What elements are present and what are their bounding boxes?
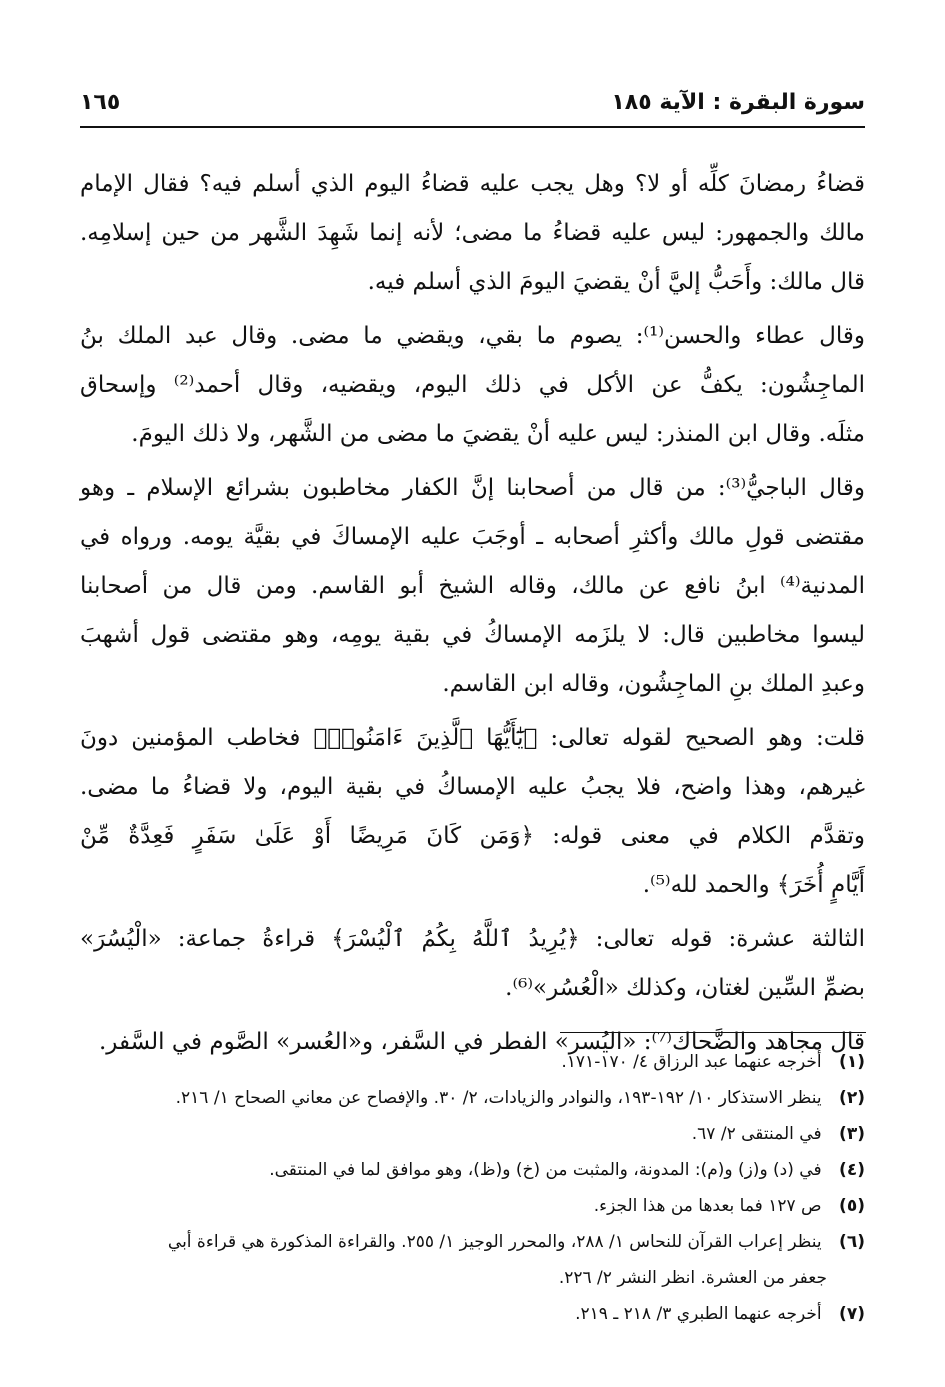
text-line: قلت: وهو الصحيح لقوله تعالى: ﴿يَٰٓأَيُّهَا ٱلَّذِينَ ءَامَنُوا۟﴾ فخاطب المؤمنين دونَ xyxy=(80,725,865,751)
footnote-text: أخرجه عنهما الطبري ٣/ ٢١٨ ـ ٢١٩. xyxy=(575,1304,822,1324)
text-line: وقال الباجيُّ⁽³⁾: من قال من أصحابنا إنَّ الكفار مخاطبون بشرائع الإسلام ـ وهو xyxy=(80,475,865,501)
text-line: قضاءُ رمضانَ كلِّه أو لا؟ وهل يجب عليه قضاءُ اليوم الذي أسلم فيه؟ فقال الإمام xyxy=(80,171,865,197)
text-line: مثلَه. وقال ابن المنذر: ليس عليه أنْ يقضيَ ما مضى من الشَّهر، ولا ذلك اليومَ. xyxy=(131,421,865,447)
text-line: مالك والجمهور: ليس عليه قضاءُ ما مضى؛ لأنه إنما شَهِدَ الشَّهر من حين إسلامِه. xyxy=(80,220,865,246)
footnote xyxy=(80,1044,865,1080)
footnote xyxy=(80,1080,865,1116)
text-line: المدنية⁽⁴⁾ ابنُ نافع عن مالك، وقاله الشيخ أبو القاسم. ومن قال من أصحابنا xyxy=(80,573,865,599)
footnote xyxy=(80,1296,865,1332)
header-title: سورة البقرة : الآية ١٨٥ xyxy=(611,89,865,115)
footnote xyxy=(80,1116,865,1152)
page-number: ١٦٥ xyxy=(80,89,121,115)
footnote-text: في المنتقى ٢/ ٦٧. xyxy=(691,1124,822,1144)
footnote-number: (٤) xyxy=(839,1160,865,1180)
footnote-text: ينظر إعراب القرآن للنحاس ١/ ٢٨٨، والمحرر الوجيز ١/ ٢٥٥. والقراءة المذكورة هي قراءة أبي xyxy=(167,1232,822,1252)
text-line: قال مجاهد والضَّحاك⁽⁷⁾: «اليُسر» الفطر في السَّفر، و«العُسر» الصَّوم في السَّفر. xyxy=(99,1029,865,1055)
footnote-text: أخرجه عنهما عبد الرزاق ٤/ ١٧٠-١٧١. xyxy=(561,1052,822,1072)
footnote-text: في (د) و(ز) و(م): المدونة، والمثبت من (خ) و(ظ)، وهو موافق لما في المنتقى. xyxy=(269,1160,822,1180)
footnote-number: (١) xyxy=(839,1052,865,1072)
footnote-text: ينظر الاستذكار ١٠/ ١٩٢-١٩٣، والنوادر والزيادات، ٢/ ٣٠. والإفصاح عن معاني الصحاح ١/ ٢١٦. xyxy=(175,1088,822,1108)
text-line: مقتضى قولِ مالك وأكثرِ أصحابه ـ أوجَبَ عليه الإمساكَ في بقيَّة يومه. ورواه في xyxy=(80,524,865,550)
text-line: الثالثة عشرة: قوله تعالى: ﴿يُرِيدُ ٱللَّهُ بِكُمُ ٱلْيُسْرَ﴾ قراءةُ جماعة: «الْيُسُرَ» xyxy=(80,926,865,952)
text-line: قال مالك: وأَحَبُّ إليَّ أنْ يقضيَ اليومَ الذي أسلم فيه. xyxy=(367,269,865,295)
footnote-number: (٧) xyxy=(839,1304,865,1324)
footnote-number: (٦) xyxy=(839,1232,865,1252)
footnote xyxy=(80,1152,865,1188)
footnote-number: (٥) xyxy=(839,1196,865,1216)
footnotes xyxy=(80,1044,865,1332)
footnote-continuation xyxy=(80,1260,865,1296)
footnote-text: ص ١٢٧ فما بعدها من هذا الجزء. xyxy=(593,1196,822,1216)
text-line: وعبدِ الملك بنِ الماجِشُون، وقاله ابن القاسم. xyxy=(442,671,865,697)
footnote-text: جعفر من العشرة. انظر النشر ٢/ ٢٢٦. xyxy=(558,1268,827,1288)
text-line: بضمِّ السِّين لغتان، وكذلك «الْعُسُر»⁽⁶⁾. xyxy=(505,975,865,1001)
header-rule xyxy=(80,126,865,128)
footnote-number: (٢) xyxy=(839,1088,865,1108)
footnote-rule xyxy=(560,1032,866,1033)
text-line: وقال عطاء والحسن⁽¹⁾: يصوم ما بقي، ويقضي ما مضى. وقال عبد الملك بنُ xyxy=(80,323,865,349)
text-line: الماجِشُون: يكفُّ عن الأكل في ذلك اليوم، ويقضيه، وقال أحمد⁽²⁾ وإسحاق xyxy=(80,372,865,398)
text-line: وتقدَّم الكلام في معنى قوله: ﴿وَمَن كَانَ مَرِيضًا أَوْ عَلَىٰ سَفَرٍ فَعِدَّةٌ مِّنْ xyxy=(80,823,865,849)
footnote xyxy=(80,1224,865,1260)
main-text xyxy=(80,160,865,1067)
text-line: أَيَّامٍ أُخَرَ﴾ والحمد لله⁽⁵⁾. xyxy=(642,872,865,898)
footnote xyxy=(80,1188,865,1224)
footnote-number: (٣) xyxy=(839,1124,865,1144)
text-line: غيرهم، وهذا واضح، فلا يجبُ عليه الإمساكُ في بقية اليوم، ولا قضاءُ ما مضى. xyxy=(80,774,865,800)
text-line: ليسوا مخاطبين قال: لا يلزَمه الإمساكُ في بقية يومِه، وهو مقتضى قول أشهبَ xyxy=(80,622,865,648)
running-header xyxy=(80,82,865,122)
